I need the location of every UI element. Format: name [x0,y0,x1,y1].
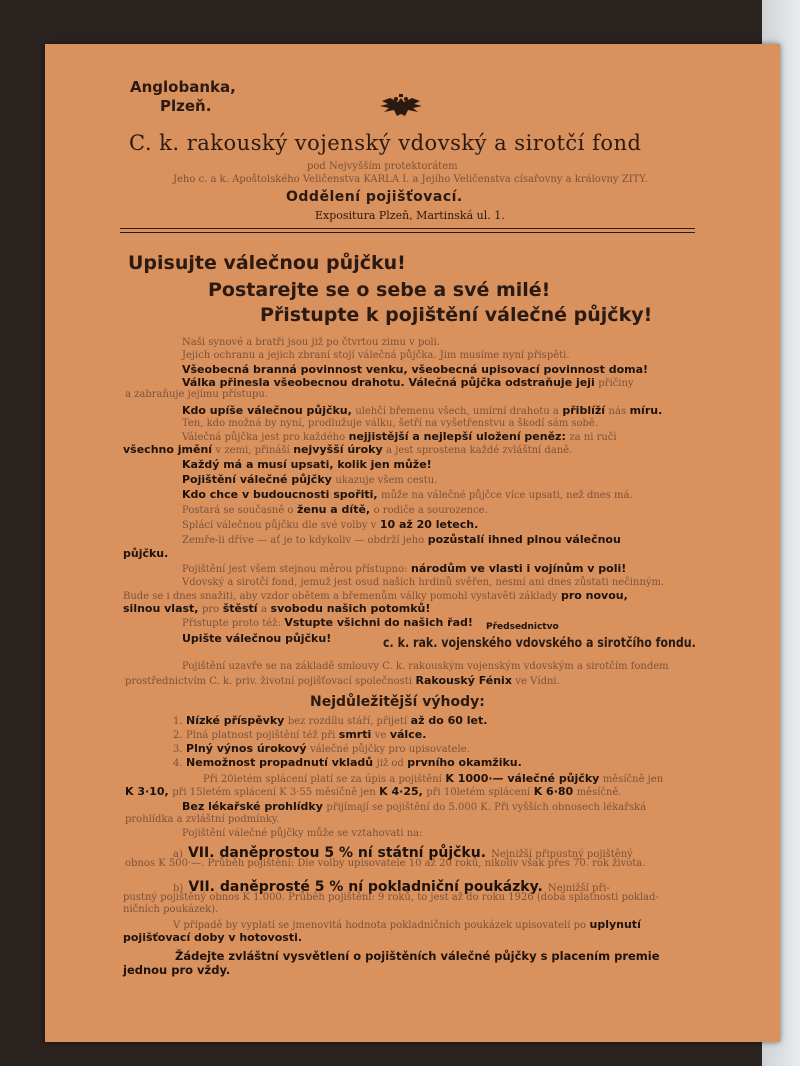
body-line [182,430,617,443]
body-bold: Kdo upíše válečnou půjčku, [182,404,352,417]
body-light: Válečná půjčka jest pro každého [182,432,346,443]
body-light: Při 20letém splácení platí se za úpis a pojištění [203,774,442,785]
loan-line: ničních poukázek). [123,904,219,915]
presidium-label: Předsednictvo [486,622,559,632]
poster-sheet [45,44,780,1042]
body-bold: silnou vlast, [123,602,199,615]
loan-title: VII. daněprosté 5 % ní pokladniční poukázky. [188,879,543,895]
body-bold: pozůstalí ihned plnou válečnou [427,533,621,546]
patronage-line: pod Nejvyšším protektorátem [307,161,458,172]
body-line [125,674,560,687]
body-light: Postará se současně o [182,505,294,516]
payment-line: prohlídka a zvláštní podmínky. [125,814,280,825]
fund-title: C. k. rakouský vojenský vdovský a sirotčí fond [129,131,642,155]
body-light: nás [608,406,627,417]
final-request-cont: jednou pro vždy. [123,963,231,977]
payment-line [125,785,622,798]
loan-line: pustný pojištěný obnos K 1.000. Průběh pojištění: 9 roků, to jest až do roku 1926 (doba splatnosti poklad- [123,892,659,903]
body-light: ve Vídni. [515,676,560,687]
majesty-line: Jeho c. a k. Apoštolského Veličenstva KARLA I. a Jejího Veličenstva císařovny a královny ZITY. [173,174,648,185]
bank-name: Anglobanka, [130,78,236,96]
body-light: Plná platnost pojištění též při [186,730,336,741]
body-light: ukazuje všem cestu. [335,475,438,486]
body-light: Nejnižší při- [547,883,610,894]
body-line [182,503,488,516]
body-bold: válce. [389,728,427,741]
advantage-item [173,742,470,755]
body-bold: Rakouský Fénix [415,674,512,687]
body-line: Upište válečnou půjčku! [182,632,332,645]
body-bold: Pojištění válečné půjčky [182,473,332,486]
payment-line [182,800,646,813]
bank-city: Plzeň. [160,97,212,115]
body-line: Naši synové a bratři jsou již po čtvrtou zimu v poli. [182,337,440,348]
body-light: při 15letém splácení K 3·55 měsíčně jen [172,787,376,798]
body-light: Bude se i dnes snažiti, aby vzdor obětem a břemenům války pomohl vystavěti základy [123,591,558,602]
body-bold: pro novou, [560,589,628,602]
body-light: bez rozdílu stáří, přijetí [287,716,408,727]
presidium-name: c. k. rak. vojenského vdovského a sirotčího fondu. [383,636,696,651]
body-light: může na válečné půjčce více upsati, než dnes má. [381,490,633,501]
advantage-number: 2. [173,730,183,741]
body-bold: K 3·10, [125,785,169,798]
body-bold: svobodu našich potomků! [270,602,431,615]
body-line [182,473,437,486]
advantage-number: 3. [173,744,183,755]
body-bold: Bez lékařské prohlídky [182,800,323,813]
branch-address: Expositura Plzeň, Martinská ul. 1. [315,209,505,222]
body-line [123,589,628,602]
body-light: prostřednictvím C. k. priv. životní pojišťovací společnosti [125,676,413,687]
body-line [123,602,430,615]
body-line [182,518,478,531]
body-light: ulehčí břemenu všech, umírní drahotu a [355,406,559,417]
advantage-item [173,728,426,741]
advantage-item [173,756,522,769]
body-light: již od [376,758,404,769]
advantages-heading: Nejdůležitější výhody: [310,694,485,710]
slogan-join-insurance: Přistupte k pojištění válečné půjčky! [260,304,653,326]
body-bold: uplynutí [589,918,641,931]
body-bold: Nízké příspěvky [186,714,285,727]
divider-top [120,228,695,229]
body-light: a [261,604,268,615]
body-bold: prvního okamžiku. [407,756,522,769]
body-line [182,616,473,629]
payment-line [203,772,663,785]
body-line: Vdovský a sirotčí fond, jemuž jest osud našich hrdinů svěřen, nesmí ani dnes zůstati nečinným. [182,577,665,588]
body-line: Pojištění uzavře se na základě smlouvy C. k. rakouským vojenským vdovským a sirotčím fondem [182,661,669,672]
slogan-subscribe: Upisujte válečnou půjčku! [128,252,406,274]
body-bold: Válka přinesla všeobecnou drahotu. Válečná půjčka odstraňuje jeji [182,376,595,389]
slogan-provide: Postarejte se o sebe a své milé! [208,279,551,301]
advantage-number: 1. [173,716,183,727]
body-light: při 10letém splácení [426,787,531,798]
note-line: pojišťovací doby v hotovosti. [123,931,303,944]
body-light: a jest sprostena každé zvláštní daně. [386,445,573,456]
body-light: Zemře-li dříve — ať je to kdykoliv — obdrží jeho [182,535,425,546]
body-bold: nejvyšší úroky [293,443,383,456]
advantage-item [173,714,487,727]
payment-line: Pojištění válečné půjčky může se vztahovati na: [182,828,423,839]
body-bold: K 6·80 [533,785,574,798]
body-light: příčiny [598,378,634,389]
body-bold: K 1000·— válečné půjčky [445,772,600,785]
body-bold: Plný výnos úrokový [186,742,307,755]
body-line: a zabraňuje jejímu přístupu. [125,389,269,400]
double-headed-eagle-icon [376,94,426,120]
body-light: V případě by vyplatí se jmenovitá hodnota pokladničních poukázek upisovatelí po [173,920,586,931]
body-light: v zemi, přináší [215,445,290,456]
body-line: půjčku. [123,547,169,560]
body-bold: až do 60 let. [410,714,488,727]
note-line [173,918,641,931]
body-light: Přistupte proto též: [182,618,281,629]
body-light: měsíčně. [576,787,622,798]
body-bold: míru. [629,404,663,417]
advantage-number: 4. [173,758,183,769]
body-light: za ni ruči [569,432,617,443]
final-request: Žádejte zvláštní vysvětlení o pojištěních válečné půjčky s placením premie [175,949,660,963]
body-light: válečné půjčky pro upisovatele. [310,744,470,755]
body-light: přijímají se pojištění do 5.000 K. Při vyšších obnosech lékařská [326,802,647,813]
body-line [123,443,572,456]
body-bold: Vstupte všichni do našich řad! [284,616,473,629]
body-bold: 10 až 20 letech. [379,518,479,531]
body-line: Ten, kdo možná by nyní, prodlužuje válku, šetří na vyšetřenstvu a škodí sám sobě. [182,418,599,429]
body-line [182,488,633,501]
body-light: měsíčně jen [602,774,664,785]
body-bold: ženu a dítě, [296,503,371,516]
body-light: Splácí válečnou půjčku dle své volby v [182,520,377,531]
body-line [182,533,621,546]
body-bold: všechno jmění [123,443,213,456]
divider-bottom [120,232,695,233]
body-line [182,562,626,575]
body-light: ve [374,730,387,741]
body-line [182,404,662,417]
body-light: Nejnižší připustný pojištěný [491,849,633,860]
body-bold: smrti [338,728,372,741]
body-bold: přiblíží [562,404,606,417]
body-bold: Kdo chce v budoucnosti spořiti, [182,488,378,501]
body-line: Všeobecná branná povinnost venku, všeobecná upisovací povinnost doma! [182,363,649,376]
loan-line: obnos K 500·—. Průběh pojištění: Dle volby upisovatele 10 až 20 roků, nikoliv však přes 70. rok života. [125,858,646,869]
body-light: pro [202,604,220,615]
body-light: o rodiče a sourozence. [373,505,488,516]
body-bold: nejjistější a nejlepší uložení peněz: [348,430,566,443]
body-line: Jejich ochranu a jejich zbraní stojí válečná půjčka. Jim musíme nyní přispěti. [182,350,570,361]
department-name: Oddělení pojišťovací. [286,189,463,205]
body-line [182,376,634,389]
body-line: Každý má a musí upsati, kolik jen může! [182,458,432,471]
loan-label: a) [173,849,183,860]
body-bold: štěstí [222,602,258,615]
body-bold: Nemožnost propadnutí vkladů [186,756,374,769]
body-bold: K 4·25, [379,785,423,798]
body-light: Pojištění jest všem stejnou měrou přístupno: [182,564,408,575]
loan-title: VII. daněprostou 5 % ní státní půjčku. [187,845,487,861]
body-bold: národům ve vlasti i vojínům v poli! [411,562,627,575]
loan-label: b) [173,883,184,894]
